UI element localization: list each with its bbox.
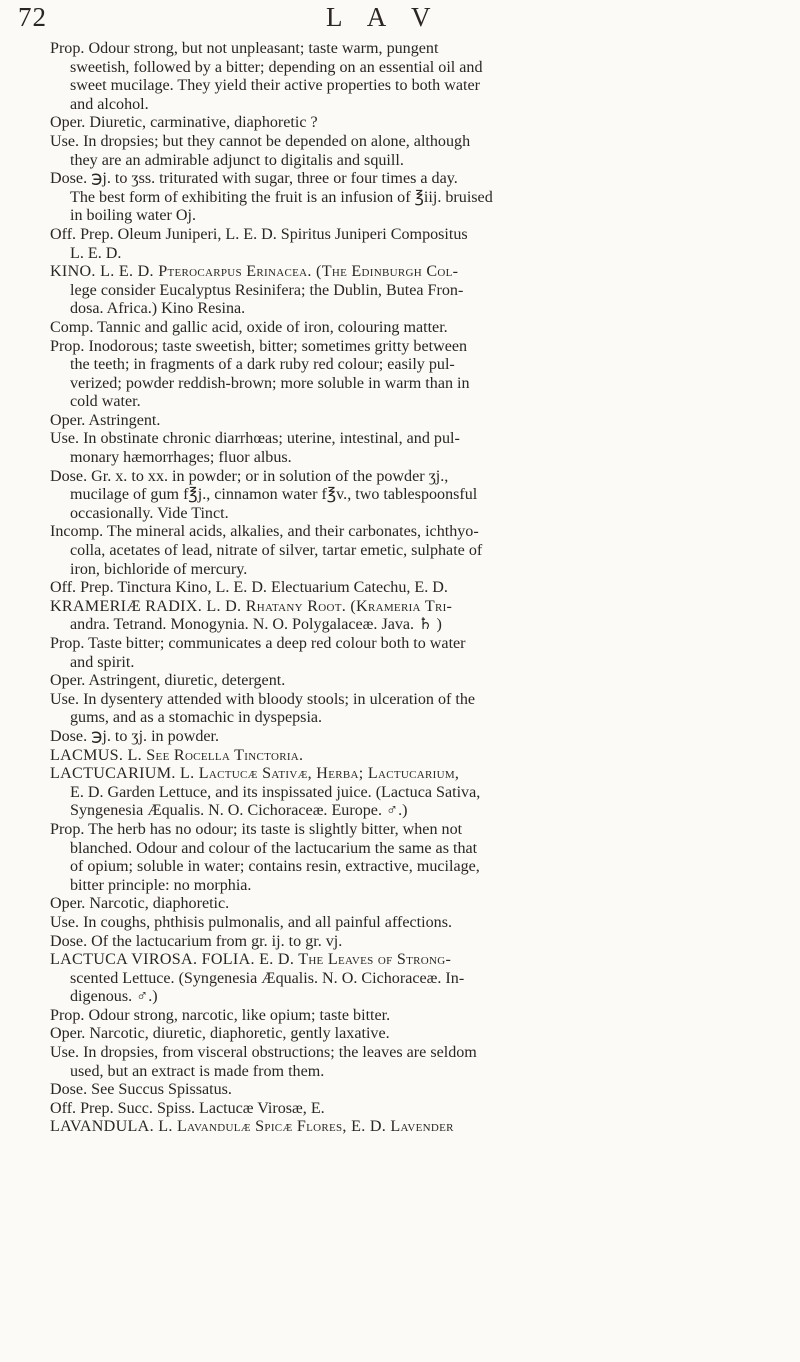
entry-kino [50,263,785,598]
page-header [0,0,800,40]
text-line: Incomp. The mineral acids, alkalies, and their carbonates, ichthyo- [50,523,479,541]
text-line: The best form of exhibiting the fruit is an infusion of ℥iij. bruised [70,188,493,206]
text-line: Off. Prep. Succ. Spiss. Lactucæ Virosæ, E. [50,1099,325,1117]
text-line: scented Lettuce. (Syngenesia Æqualis. N. O. Cichoraceæ. In- [70,969,465,987]
headword-line: LACTUCARIUM. L. Lactucæ Sativæ, Herba; Lactucarium, [50,765,460,783]
text-line: occasionally. Vide Tinct. [70,504,229,522]
headword-line: LAVANDULA. L. Lavandulæ Spicæ Flores, E. D. Lavender [50,1118,454,1136]
text-line: Dose. ℈j. to ʒj. in powder. [50,727,220,745]
text-line: and alcohol. [70,95,149,113]
text-line: Dose. See Succus Spissatus. [50,1081,232,1099]
text-line: cold water. [70,393,141,411]
headword-line: KINO. L. E. D. Pterocarpus Erinacea. (The Edinburgh Col- [50,263,459,281]
text-line: Syngenesia Æqualis. N. O. Cichoraceæ. Europe. ♂.) [70,802,408,820]
text-line: Prop. Inodorous; taste sweetish, bitter; sometimes gritty between [50,337,468,355]
text-line: and spirit. [70,653,135,671]
text-line: Dose. ℈j. to ʒss. triturated with sugar, three or four times a day. [50,170,458,188]
text-line: blanched. Odour and colour of the lactucarium the same as that [70,839,478,857]
text-line: Use. In dropsies, from visceral obstructions; the leaves are seldom [50,1044,477,1062]
text-line: lege consider Eucalyptus Resinifera; the Dublin, Butea Fron- [70,281,464,299]
entry-lactucarium [50,765,785,951]
text-line: of opium; soluble in water; contains resin, extractive, mucilage, [70,858,480,876]
page-number: 72 [18,2,47,32]
text-line: Prop. The herb has no odour; its taste is slightly bitter, when not [50,820,463,838]
text-line: Prop. Odour strong, narcotic, like opium; taste bitter. [50,1006,391,1024]
text-line: the teeth; in fragments of a dark ruby red colour; easily pul- [70,356,455,374]
text-line: Oper. Narcotic, diaphoretic. [50,895,230,913]
text-line: Use. In dropsies; but they cannot be depended on alone, although [50,132,471,150]
entry-lactuca-virosa [50,951,785,1118]
text-line: E. D. Garden Lettuce, and its inspissated juice. (Lactuca Sativa, [70,783,481,801]
text-line: used, but an extract is made from them. [70,1062,325,1080]
text-line: Use. In obstinate chronic diarrhœas; uterine, intestinal, and pul- [50,430,460,448]
text-line: Dose. Of the lactucarium from gr. ij. to gr. vj. [50,932,343,950]
text-line: Prop. Odour strong, but not unpleasant; taste warm, pungent [50,40,439,57]
text-line: sweetish, followed by a bitter; depending on an essential oil and [70,58,483,76]
text-line: monary hæmorrhages; fluor albus. [70,449,292,467]
headword-line: LACMUS. L. See Rocella Tinctoria. [50,746,304,764]
text-line: andra. Tetrand. Monogynia. N. O. Polygalaceæ. Java. ♄ ) [70,616,442,634]
text-line: digenous. ♂.) [70,988,158,1006]
text-line: Dose. Gr. x. to xx. in powder; or in solution of the powder ʒj., [50,467,449,485]
entry-juniperus-continued [50,40,785,263]
text-line: Comp. Tannic and gallic acid, oxide of iron, colouring matter. [50,318,448,336]
text-line: they are an admirable adjunct to digitalis and squill. [70,151,404,169]
text-line: Use. In coughs, phthisis pulmonalis, and all painful affections. [50,913,452,931]
text-line: Oper. Astringent. [50,411,161,429]
text-line: Prop. Taste bitter; communicates a deep red colour both to water [50,635,466,652]
text-line: Off. Prep. Oleum Juniperi, L. E. D. Spiritus Juniperi Compositus [50,225,468,243]
text-line: gums, and as a stomachic in dyspepsia. [70,709,323,727]
entry-lacmus [50,747,785,766]
text-line: colla, acetates of lead, nitrate of silver, tartar emetic, sulphate of [70,542,483,560]
text-line: in boiling water Oj. [70,207,197,225]
text-line: Oper. Diuretic, carminative, diaphoretic ? [50,114,318,132]
text-line: Use. In dysentery attended with bloody stools; in ulceration of the [50,690,476,708]
headword-line: LACTUCA VIROSA. FOLIA. E. D. The Leaves of Strong- [50,951,452,969]
text-line: mucilage of gum f℥j., cinnamon water f℥v., two tablespoonsful [70,486,478,504]
text-line: verized; powder reddish-brown; more soluble in warm than in [70,374,470,392]
entry-lavandula [50,1118,785,1137]
headword-line: KRAMERIÆ RADIX. L. D. Rhatany Root. (Krameria Tri- [50,597,453,615]
running-head: L A V [326,2,441,32]
text-line: Off. Prep. Tinctura Kino, L. E. D. Electuarium Catechu, E. D. [50,579,448,597]
text-line: Oper. Astringent, diuretic, detergent. [50,672,286,690]
page-body [50,40,785,1137]
entry-krameriae-radix [50,598,785,747]
text-line: bitter principle: no morphia. [70,876,252,894]
text-line: dosa. Africa.) Kino Resina. [70,300,246,318]
text-line: iron, bichloride of mercury. [70,560,248,578]
text-line: sweet mucilage. They yield their active properties to both water [70,77,480,95]
text-line: Oper. Narcotic, diuretic, diaphoretic, gently laxative. [50,1025,390,1043]
text-line: L. E. D. [70,244,122,262]
